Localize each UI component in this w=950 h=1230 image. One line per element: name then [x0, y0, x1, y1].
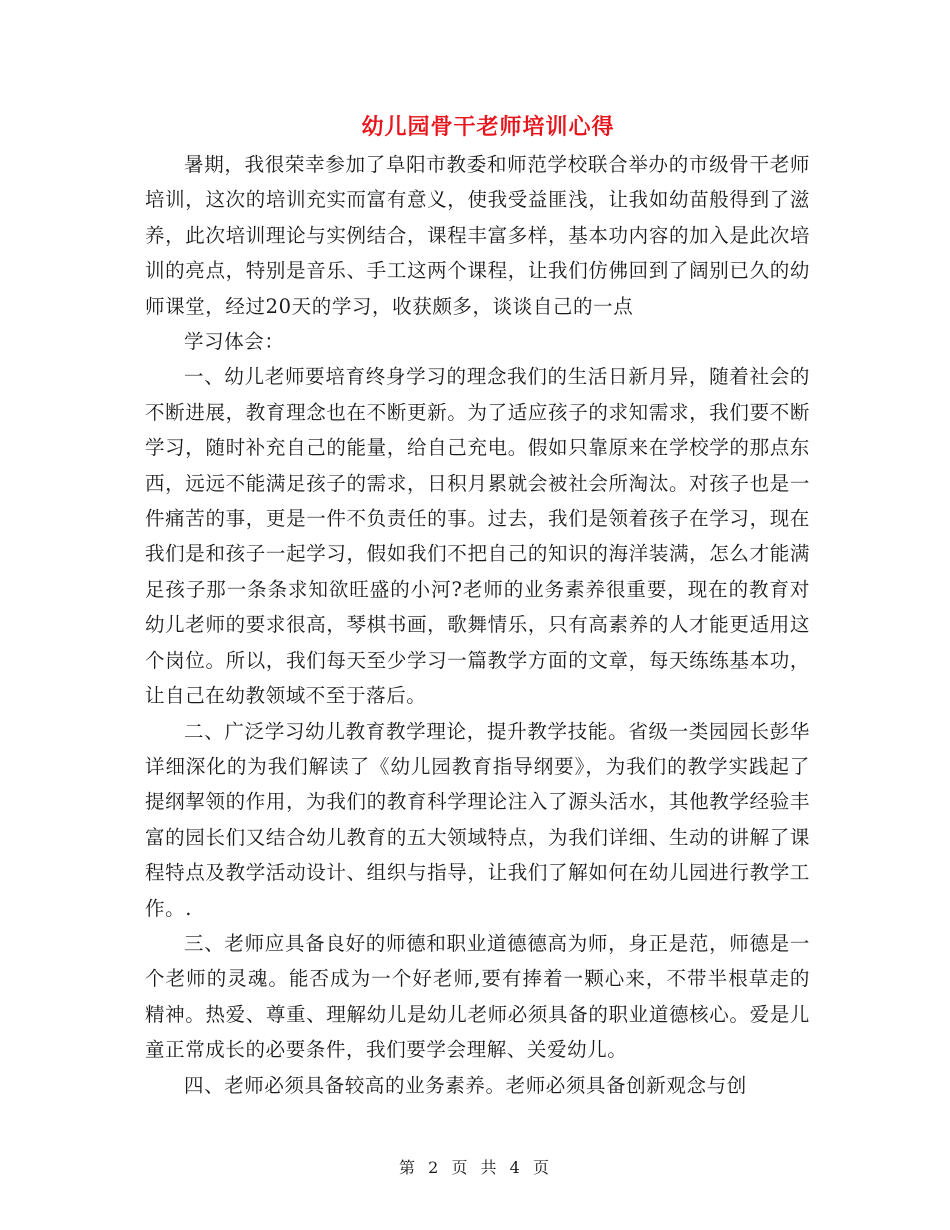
paragraph-heading: 学习体会：: [184, 330, 285, 354]
document-title: 幼儿园骨干老师培训心得: [361, 114, 615, 140]
footer-page-word: 页: [451, 1158, 470, 1177]
paragraph-point-3: 三、老师应具备良好的师德和职业道德德高为师，身正是范，师德是一个老师的灵魂。能否成为一个好老师,要有捧着一颗心来，不带半根草走的精神。热爱、尊重、理解幼儿是幼儿老师必须具备的职业道德核心。爱是儿童正常成长的必要条件，我们要学会理解、关爱幼儿。: [145, 931, 810, 1062]
document-body: [145, 147, 810, 1103]
footer-current-page: 2: [428, 1158, 441, 1177]
paragraph-point-2: 二、广泛学习幼儿教育教学理论，提升教学技能。省级一类园园长彭华详细深化的为我们解读了《幼儿园教育指导纲要》，为我们的教学实践起了提纲挈领的作用，为我们的教育科学理论注入了源头活水，其他教学经验丰富的园长们又结合幼儿教育的五大领域特点，为我们详细、生动的讲解了课程特点及教学活动设计、组织与指导，让我们了解如何在幼儿园进行教学工作。.: [145, 719, 810, 920]
footer-suffix: 页: [532, 1158, 551, 1177]
paragraph-intro: 暑期，我很荣幸参加了阜阳市教委和师范学校联合举办的市级骨干老师培训，这次的培训充实而富有意义，使我受益匪浅，让我如幼苗般得到了滋养，此次培训理论与实例结合，课程丰富多样，基本功内容的加入是此次培训的亮点，特别是音乐、手工这两个课程，让我们仿佛回到了阔别已久的幼师课堂，经过20天的学习，收获颇多，谈谈自己的一点: [145, 153, 810, 318]
paragraph-point-4: 四、老师必须具备较高的业务素养。老师必须具备创新观念与创: [184, 1073, 747, 1097]
footer-total-pages: 4: [509, 1158, 522, 1177]
page-footer: [0, 1155, 950, 1178]
paragraph-point-1: 一、幼儿老师要培育终身学习的理念我们的生活日新月异，随着社会的不断进展，教育理念也在不断更新。为了适应孩子的求知需求，我们要不断学习，随时补充自己的能量，给自己充电。假如只靠原来在学校学的那点东西，远远不能满足孩子的需求，日积月累就会被社会所淘汰。对孩子也是一件痛苦的事，更是一件不负责任的事。过去，我们是领着孩子在学习，现在我们是和孩子一起学习，假如我们不把自己的知识的海洋装满，怎么才能满足孩子那一条条求知欲旺盛的小河?老师的业务素养很重要，现在的教育对幼儿老师的要求很高，琴棋书画，歌舞情乐，只有高素养的人才能更适用这个岗位。所以，我们每天至少学习一篇教学方面的文章，每天练练基本功，让自己在幼教领域不至于落后。: [145, 365, 810, 708]
footer-prefix: 第: [399, 1158, 418, 1177]
footer-total-word: 共: [480, 1158, 499, 1177]
